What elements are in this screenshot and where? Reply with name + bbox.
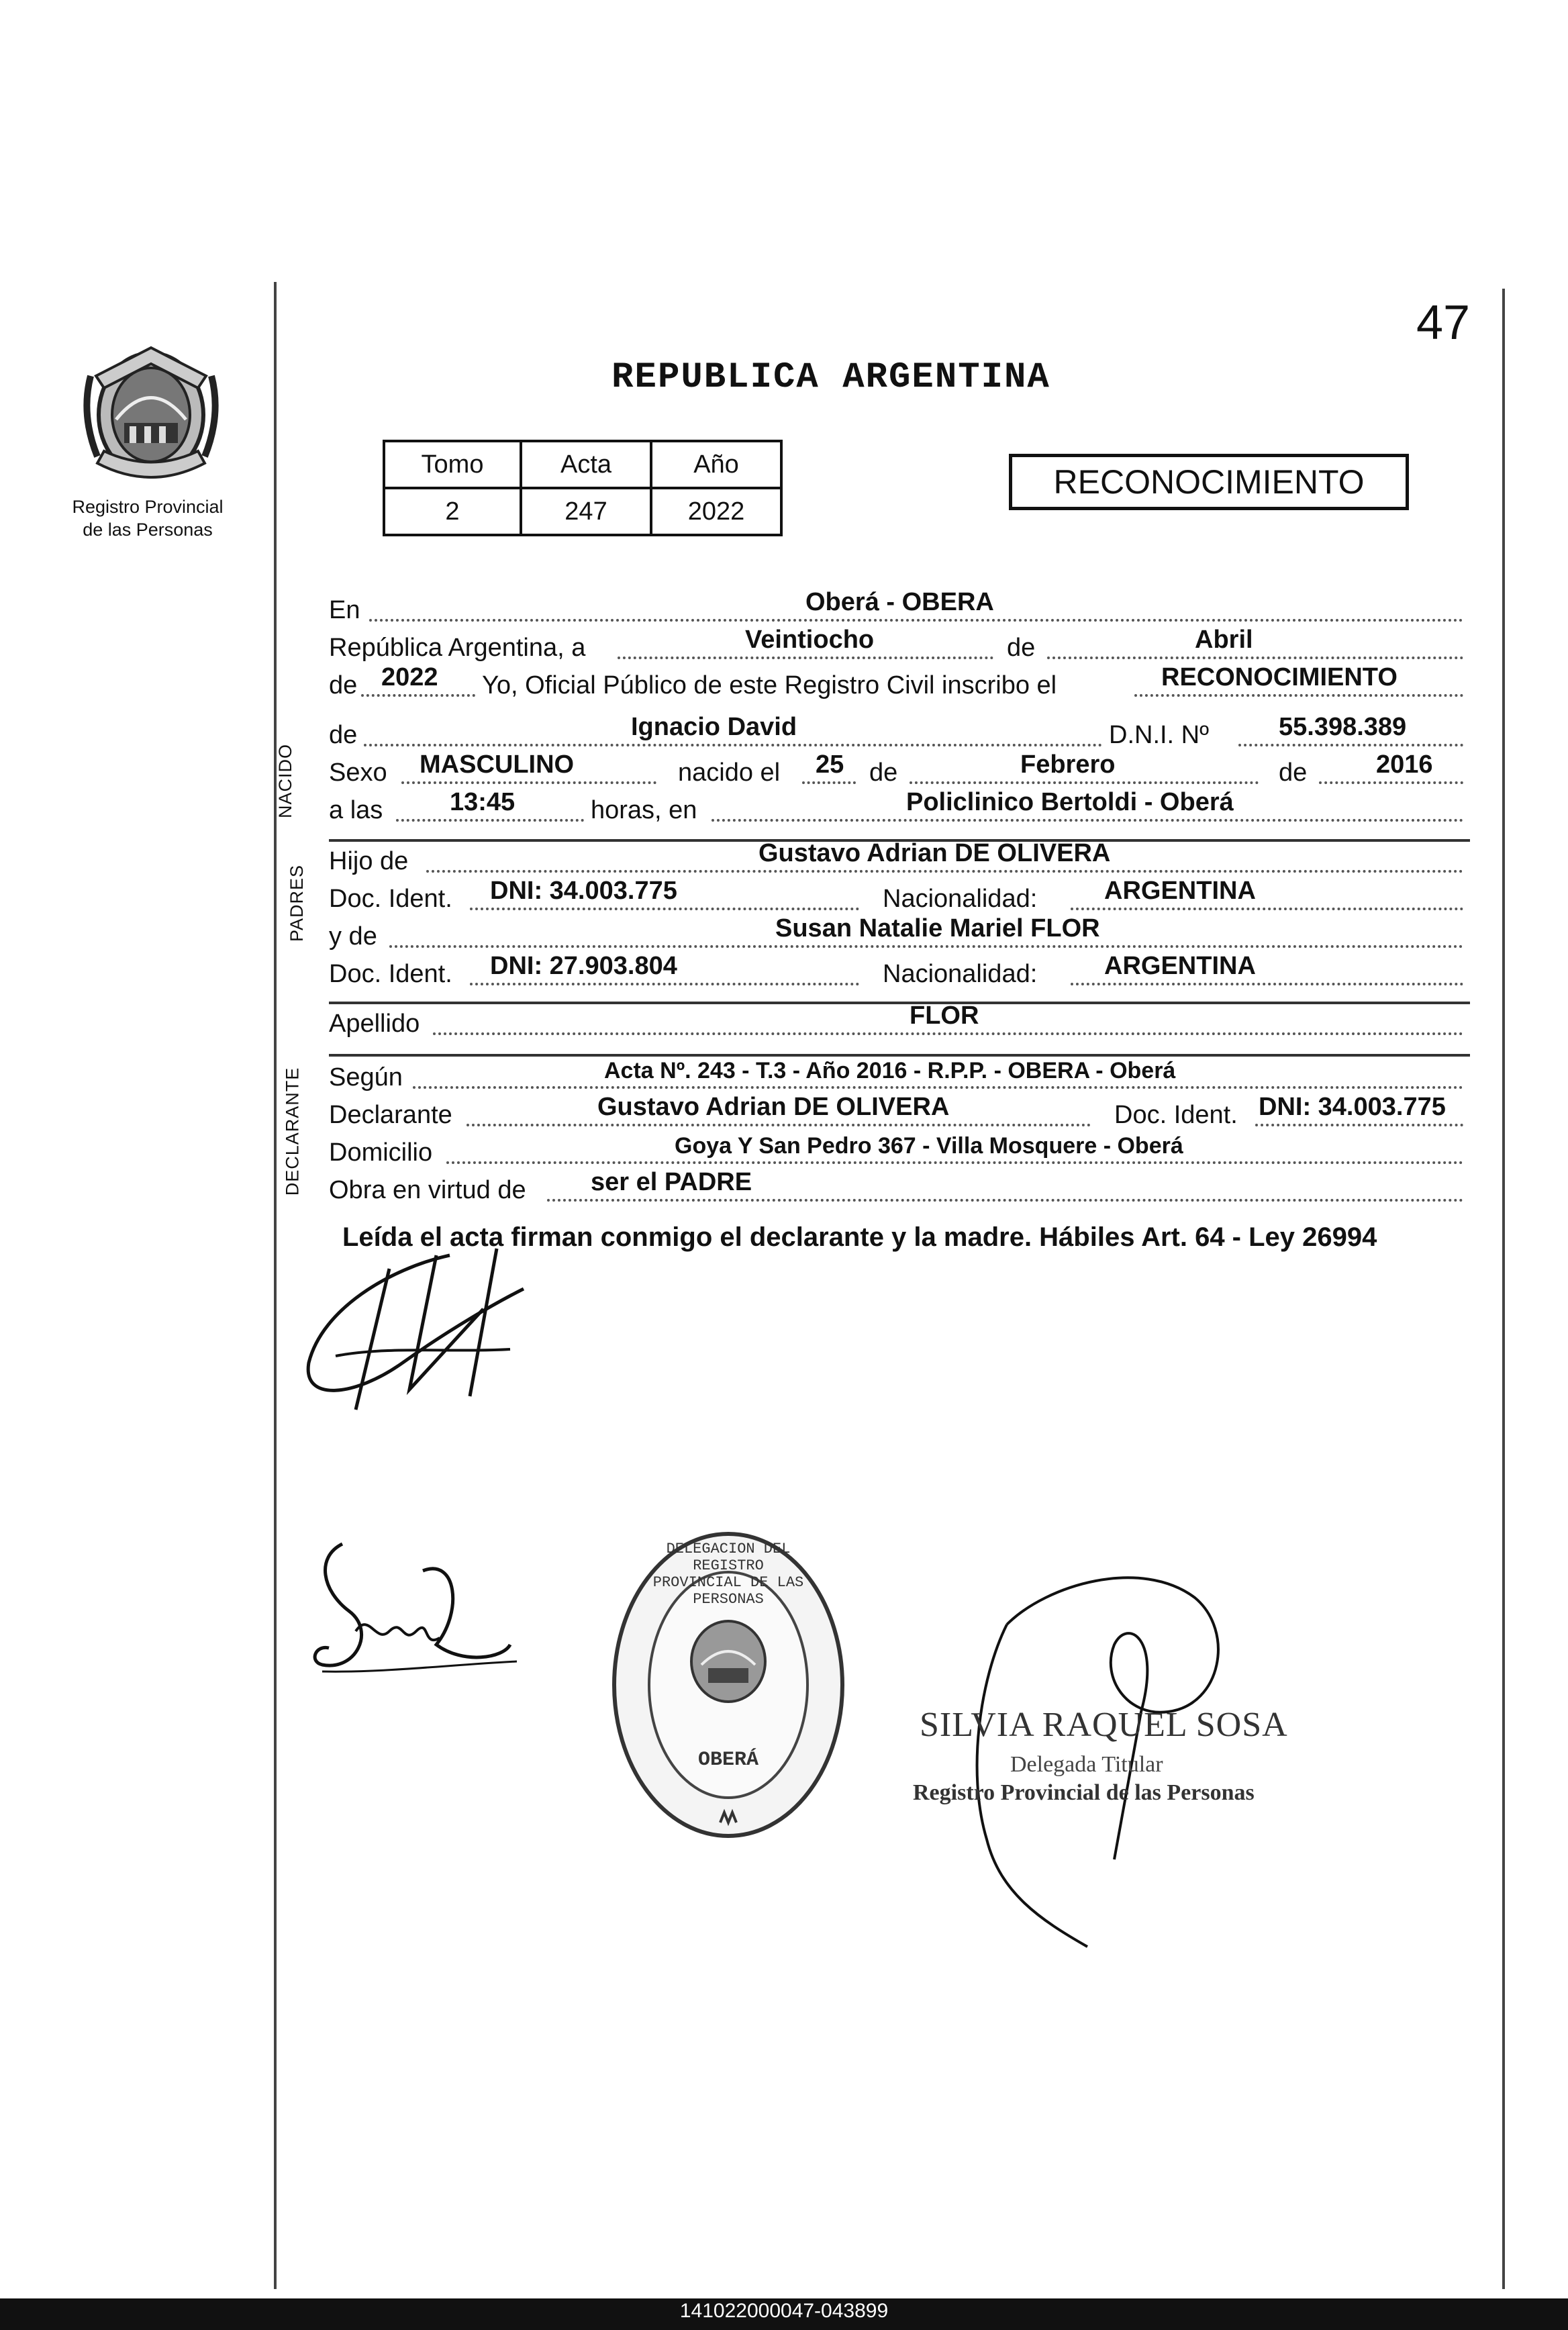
birth-place-value: Policlinico Bertoldi - Oberá [906,788,1234,816]
closing-statement: Leída el acta firman conmigo el declarante y la madre. Hábiles Art. 64 - Ley 26994 [342,1222,1377,1252]
register-table [383,440,783,536]
row-name [329,713,1470,755]
emblem-caption [40,495,255,541]
section-divider [329,1002,1470,1004]
declarante-value: Gustavo Adrian DE OLIVERA [597,1093,950,1121]
emblem-caption-line1: Registro Provincial [72,497,224,517]
domicilio-value: Goya Y San Pedro 367 - Villa Mosquere - Oberá [675,1133,1183,1159]
child-dni-value: 55.398.389 [1279,713,1407,741]
act-value: RECONOCIMIENTO [1161,663,1398,691]
hijo-label: Hijo de [329,847,409,875]
de-label: de [329,721,358,749]
segun-value: Acta Nº. 243 - T.3 - Año 2016 - R.P.P. - OBERA - Oberá [604,1058,1176,1083]
row-mother-doc [329,952,1470,993]
tomo-header: Tomo [384,441,521,488]
y-label: y de [329,922,377,951]
document-title: REPUBLICA ARGENTINA [611,357,1050,398]
month-value: Abril [1195,626,1253,654]
section-divider [329,1054,1470,1057]
row-en [329,588,1470,630]
mother-nat-value: ARGENTINA [1104,952,1256,980]
row-domicilio [329,1133,1470,1172]
row-obra [329,1168,1470,1210]
declarante-label: Declarante [329,1101,452,1129]
de2-label: de [329,671,358,699]
mother-doc-value: DNI: 27.903.804 [490,952,677,980]
doc-label: Doc. Ident. [1114,1101,1238,1129]
sexo-value: MASCULINO [420,750,575,779]
father-name-value: Gustavo Adrian DE OLIVERA [758,839,1111,867]
row-father-doc [329,877,1470,918]
republica-label: República Argentina, a [329,634,586,662]
nac-label: Nacionalidad: [883,885,1038,913]
row-year [329,663,1470,705]
row-apellido [329,1002,1470,1043]
nacido-label: nacido el [678,759,781,787]
doc-label: Doc. Ident. [329,885,452,913]
tomo-value: 2 [384,488,521,535]
father-doc-value: DNI: 34.003.775 [490,877,677,905]
act-type-box: RECONOCIMIENTO [1009,454,1409,510]
row-segun [329,1058,1470,1097]
declarant-signature [295,1228,564,1430]
nac-label: Nacionalidad: [883,960,1038,988]
acta-value: 247 [521,488,651,535]
signatory-org: Registro Provincial de las Personas [913,1780,1255,1805]
domicilio-label: Domicilio [329,1138,433,1167]
place-value: Oberá - OBERA [805,588,994,616]
a-las-label: a las [329,796,383,824]
left-margin-rule [274,282,277,2289]
doc-label: Doc. Ident. [329,960,452,988]
official-seal [607,1527,849,1846]
right-margin-rule [1502,289,1505,2289]
row-time [329,788,1470,830]
child-name-value: Ignacio David [631,713,797,741]
birth-day-value: 25 [816,750,844,779]
birth-month-value: Febrero [1020,750,1116,779]
en-label: En [329,596,360,624]
year-value: 2022 [381,663,438,691]
row-mother [329,914,1470,956]
sexo-label: Sexo [329,759,387,787]
horas-label: horas, en [591,796,697,824]
emblem-caption-line2: de las Personas [83,520,213,540]
mother-signature [302,1531,524,1692]
row-republica [329,626,1470,667]
nacido-section-label: NACIDO [275,743,296,819]
de-label-2: de [869,759,898,787]
officer-text: Yo, Oficial Público de este Registro Civil inscribo el [482,671,1057,699]
declarante-doc-value: DNI: 34.003.775 [1259,1093,1446,1121]
seal-ring-text: DELEGACION DEL REGISTRO PROVINCIAL DE LAS PERSONAS [652,1541,804,1608]
day-value: Veintiocho [745,626,875,654]
obra-label: Obra en virtud de [329,1176,526,1204]
mother-name-value: Susan Natalie Mariel FLOR [775,914,1100,942]
de-label-3: de [1279,759,1308,787]
row-father [329,839,1470,881]
footer-code: 141022000047-043899 [679,2300,889,2322]
seal-bottom-text: OBERÁ [697,1749,758,1771]
signatory-name: SILVIA RAQUEL SOSA [920,1706,1288,1744]
anio-value: 2022 [651,488,781,535]
apellido-label: Apellido [329,1010,420,1038]
birth-year-value: 2016 [1376,750,1433,779]
time-value: 13:45 [450,788,516,816]
padres-section-label: PADRES [287,864,307,942]
de-label: de [1007,634,1036,662]
row-declarante [329,1093,1470,1134]
declarante-section-label: DECLARANTE [282,1067,303,1196]
apellido-value: FLOR [910,1002,979,1030]
acta-header: Acta [521,441,651,488]
obra-value: ser el PADRE [591,1168,752,1196]
father-nat-value: ARGENTINA [1104,877,1256,905]
anio-header: Año [651,441,781,488]
page-number: 47 [1416,296,1471,350]
row-sexo [329,750,1470,792]
signatory-role: Delegada Titular [1010,1752,1163,1777]
dni-label: D.N.I. Nº [1109,721,1209,749]
segun-label: Según [329,1063,403,1091]
